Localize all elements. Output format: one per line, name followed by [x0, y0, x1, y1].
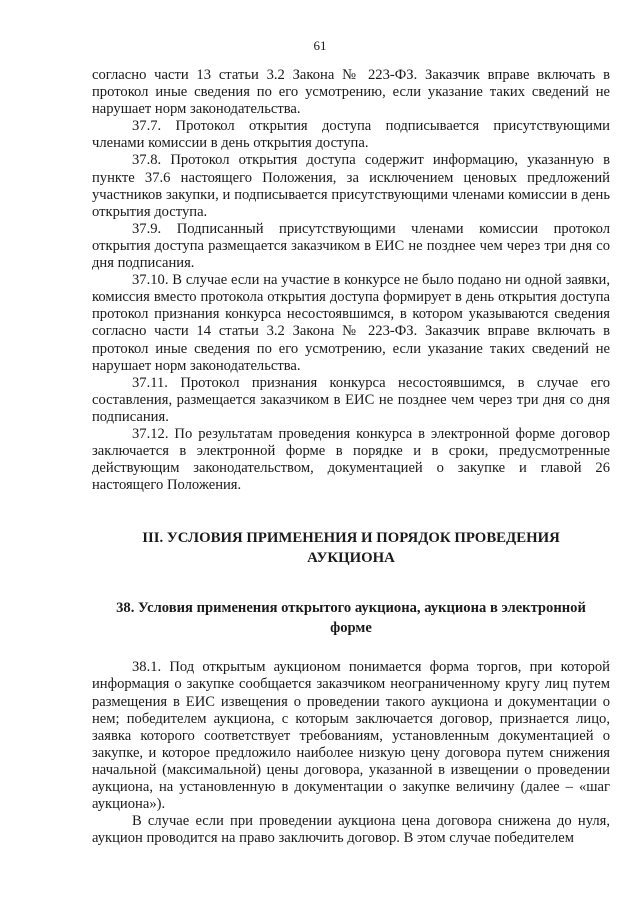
- paragraph-38-1: 38.1. Под открытым аукционом понимается форма торгов, при которой информация о закупке сообщается заказчиком неограниченному кругу лиц путем размещения в ЕИС извещения о проведении такого аукциона и документации о нем; победителем аукциона, с которым заключается договор, признается лицо, заявка которого соответствует требованиям, установленным документацией о закупке, и которое предложило наиболее низкую цену договора путем снижения начальной (максимальной) цены договора, указанной в извещении о проведении аукциона, на установленную в документации о закупке величину (далее – «шаг аукциона»).: [92, 659, 610, 813]
- paragraph-37-12: 37.12. По результатам проведения конкурса в электронной форме договор заключается в электронной форме в порядке и в сроки, предусмотренные действующим законодательством, документацией о закупке и главой 26 настоящего Положения.: [92, 425, 610, 494]
- paragraph-37-7: 37.7. Протокол открытия доступа подписывается присутствующими членами комиссии в день открытия доступа.: [92, 118, 610, 152]
- paragraph-continuation: согласно части 13 статьи 3.2 Закона № 223-ФЗ. Заказчик вправе включать в протокол иные сведения по его усмотрению, если указание таких сведений не нарушает норм законодательства.: [92, 67, 610, 118]
- subsection-title: 38. Условия применения открытого аукциона, аукциона в электронной форме: [116, 600, 586, 637]
- paragraph-37-11: 37.11. Протокол признания конкурса несостоявшимся, в случае его составления, размещается заказчиком в ЕИС не позднее чем через три дня со дня подписания.: [92, 374, 610, 425]
- paragraph-price-zero: В случае если при проведении аукциона цена договора снижена до нуля, аукцион проводится на право заключить договор. В этом случае победителем: [92, 813, 610, 847]
- spacer: [92, 638, 610, 659]
- page-number: 61: [313, 38, 327, 53]
- paragraph-37-10: 37.10. В случае если на участие в конкурсе не было подано ни одной заявки, комиссия вместо протокола открытия доступа формирует в день открытия доступа протокол признания конкурса несостоявшимся, в котором указываются сведения согласно части 14 статьи 3.2 Закона № 223-ФЗ. Заказчик вправе включать в протокол иные сведения по его усмотрению, если указание таких сведений не нарушает норм законодательства.: [92, 272, 610, 374]
- paragraph-37-9: 37.9. Подписанный присутствующими членами комиссии протокол открытия доступа размещается заказчиком в ЕИС не позднее чем через три дня со дня подписания.: [92, 220, 610, 272]
- document-body: [92, 67, 610, 847]
- section-title: III. УСЛОВИЯ ПРИМЕНЕНИЯ И ПОРЯДОК ПРОВЕДЕНИЯ АУКЦИОНА: [142, 530, 560, 567]
- paragraph-37-8: 37.8. Протокол открытия доступа содержит информацию, указанную в пункте 37.6 настоящего Положения, за исключением ценовых предложений участников закупки, и подписывается присутствующими членами комиссии в день открытия доступа.: [92, 152, 610, 220]
